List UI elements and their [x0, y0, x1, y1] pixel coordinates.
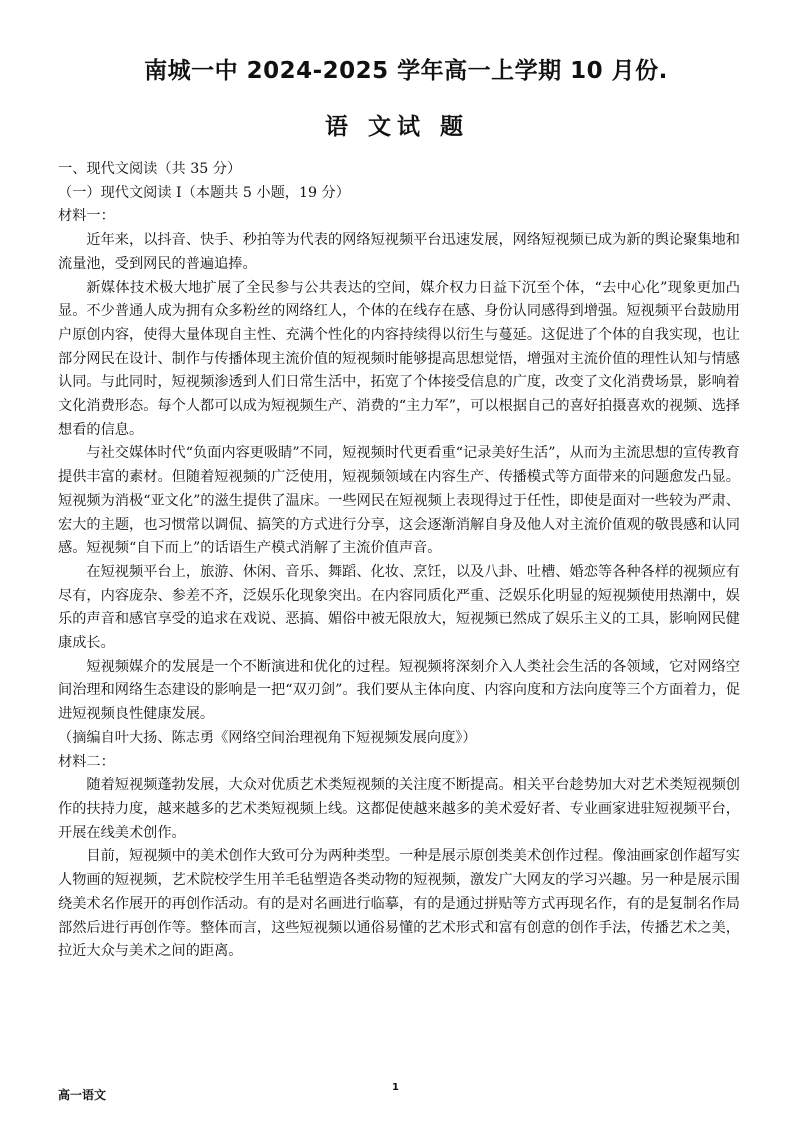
material-1-paragraph: 短视频媒介的发展是一个不断演进和优化的过程。短视频将深刻介入人类社会生活的各领域，它对网络空间治理和网络生态建设的影响是一把“双刃剑”。我们要从主体向度、内容向度和方法向度等三个方面着力，促进短视频良性健康发展。 — [58, 658, 740, 723]
section-subheading: （一）现代文阅读 I（本题共 5 小题，19 分） — [58, 184, 350, 201]
material-1-label: 材料一： — [58, 208, 115, 225]
material-2-paragraph: 随着短视频蓬勃发展，大众对优质艺术类短视频的关注度不断提高。相关平台趁势加大对艺术类短视频创作的扶持力度，越来越多的艺术类短视频上线。这都促使越来越多的美术爱好者、专业画家进驻短视频平台，开展在线美术创作。 — [58, 777, 740, 841]
material-2-label: 材料二： — [58, 753, 115, 770]
material-2-paragraph: 目前，短视频中的美术创作大致可分为两种类型。一种是展示原创类美术创作过程。像油画家创作超写实人物画的短视频，艺术院校学生用羊毛毡塑造各类动物的短视频，激发广大网友的学习兴趣。另一种是展示围绕美术名作展开的再创作活动。有的是对名画进行临摹，有的是通过拼贴等方式再现名作，有的是复制名作局部然后进行再创作等。整体而言，这些短视频以通俗易懂的艺术形式和富有创意的创作手法，传播艺术之美，拉近大众与美术之间的距离。 — [58, 848, 740, 960]
material-1-paragraph: 近年来，以抖音、快手、秒拍等为代表的网络短视频平台迅速发展，网络短视频已成为新的舆论聚集地和流量池，受到网民的普遍追捧。 — [58, 232, 740, 272]
material-1-paragraph: 新媒体技术极大地扩展了全民参与公共表达的空间，媒介权力日益下沉至个体，“去中心化”现象更加凸显。不少普通人成为拥有众多粉丝的网络红人，个体的在线存在感、身份认同感得到增强。短视频平台鼓励用户原创内容，使得大量体现自主性、充满个性化的内容持续得以衍生与蔓延。这促进了个体的自我实现，也让部分网民在设计、制作与传播体现主流价值的短视频时能够提高思想觉悟，增强对主流价值的理性认知与情感认同。与此同时，短视频渗透到人们日常生活中，拓宽了个体接受信息的广度，改变了文化消费场景，影响着文化消费形态。每个人都可以成为短视频生产、消费的“主力军”，可以根据自己的喜好拍摄喜欢的视频、选择想看的信息。 — [58, 279, 740, 438]
material-1-source: （摘编自叶大扬、陈志勇《网络空间治理视角下短视频发展向度》） — [58, 729, 477, 746]
section-heading: 一、现代文阅读（共 35 分） — [58, 161, 242, 177]
footer-subject: 高一语文 — [58, 1088, 107, 1102]
exam-title: 南城一中 2024-2025 学年高一上学期 10 月份. — [144, 58, 668, 84]
material-1-paragraph: 与社交媒体时代“负面内容更吸睛”不同，短视频时代更看重“记录美好生活”，从而为主流思想的宣传教育提供丰富的素材。但随着短视频的广泛使用，短视频领域在内容生产、传播模式等方面带来的问题愈发凸显。短视频为消极“亚文化”的滋生提供了温床。一些网民在短视频上表现得过于任性，即使是面对一些较为严肃、宏大的主题，也习惯常以调侃、搞笑的方式进行分享，这会逐渐消解自身及他人对主流价值观的敬畏感和认同感。短视频“自下而上”的话语生产模式消解了主流价值声音。 — [58, 445, 740, 557]
exam-subtitle: 语 文试 题 — [324, 114, 469, 140]
page-number: 1 — [392, 1082, 399, 1093]
exam-content — [58, 158, 740, 964]
material-1-paragraph: 在短视频平台上，旅游、休闲、音乐、舞蹈、化妆、烹饪，以及八卦、吐槽、婚恋等各种各样的视频应有尽有，内容庞杂、参差不齐，泛娱乐化现象突出。在内容同质化严重、泛娱乐化明显的短视频使用热潮中，娱乐的声音和感官享受的追求在戏说、恶搞、媚俗中被无限放大，短视频已然成了娱乐主义的工具，影响网民健康成长。 — [58, 563, 740, 652]
